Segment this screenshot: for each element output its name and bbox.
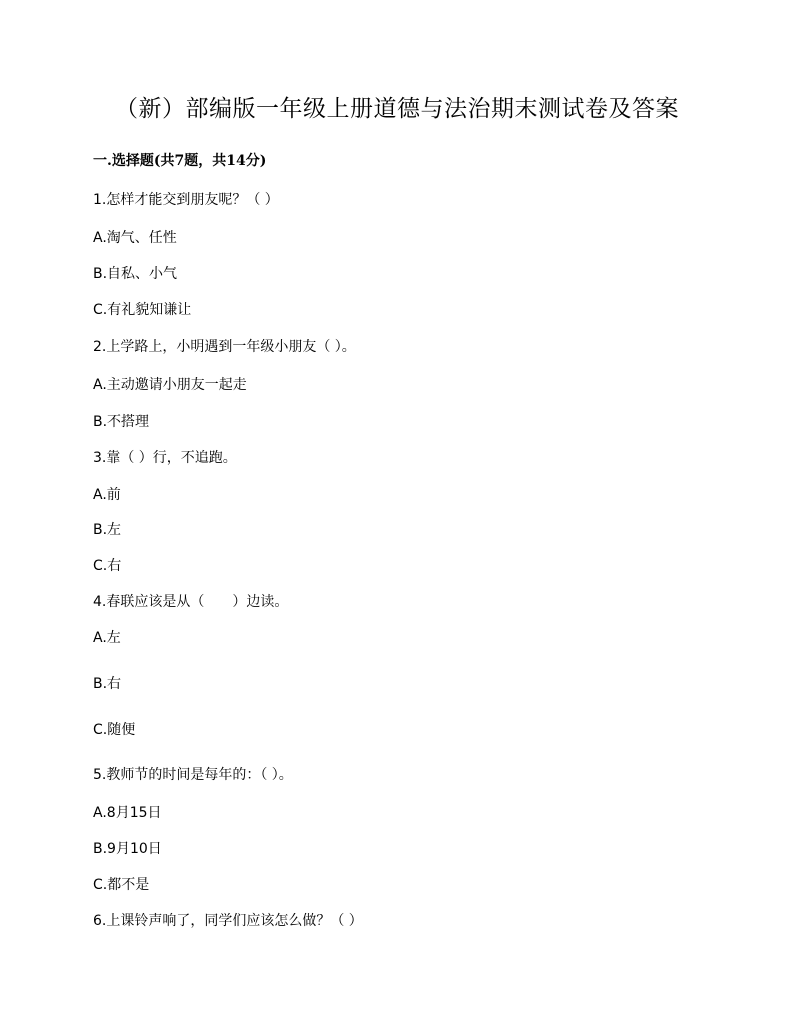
question-6: 6.上课铃声响了，同学们应该怎么做？（ ） — [93, 913, 363, 929]
option-5c: C.都不是 — [93, 877, 150, 893]
option-4c: C.随便 — [93, 722, 136, 738]
option-4a: A.左 — [93, 630, 121, 646]
question-4: 4.春联应该是从（ ）边读。 — [93, 594, 289, 610]
question-3: 3.靠（ ）行，不追跑。 — [93, 450, 237, 466]
document-title: （新）部编版一年级上册道德与法治期末测试卷及答案 — [115, 96, 679, 122]
question-1: 1.怎样才能交到朋友呢？（ ） — [93, 192, 279, 208]
option-5a: A.8月15日 — [93, 805, 162, 821]
option-2b: B.不搭理 — [93, 414, 150, 430]
option-3b: B.左 — [93, 522, 122, 538]
question-2: 2.上学路上，小明遇到一年级小朋友（ ）。 — [93, 339, 356, 355]
option-4b: B.右 — [93, 676, 122, 692]
option-3c: C.右 — [93, 558, 122, 574]
option-3a: A.前 — [93, 487, 121, 503]
option-1b: B.自私、小气 — [93, 266, 178, 282]
option-1a: A.淘气、任性 — [93, 230, 177, 246]
option-2a: A.主动邀请小朋友一起走 — [93, 377, 247, 393]
question-5: 5.教师节的时间是每年的：（ ）。 — [93, 767, 293, 783]
section-heading: 一.选择题(共7题，共14分) — [93, 153, 267, 169]
option-5b: B.9月10日 — [93, 841, 162, 857]
option-1c: C.有礼貌知谦让 — [93, 302, 192, 318]
